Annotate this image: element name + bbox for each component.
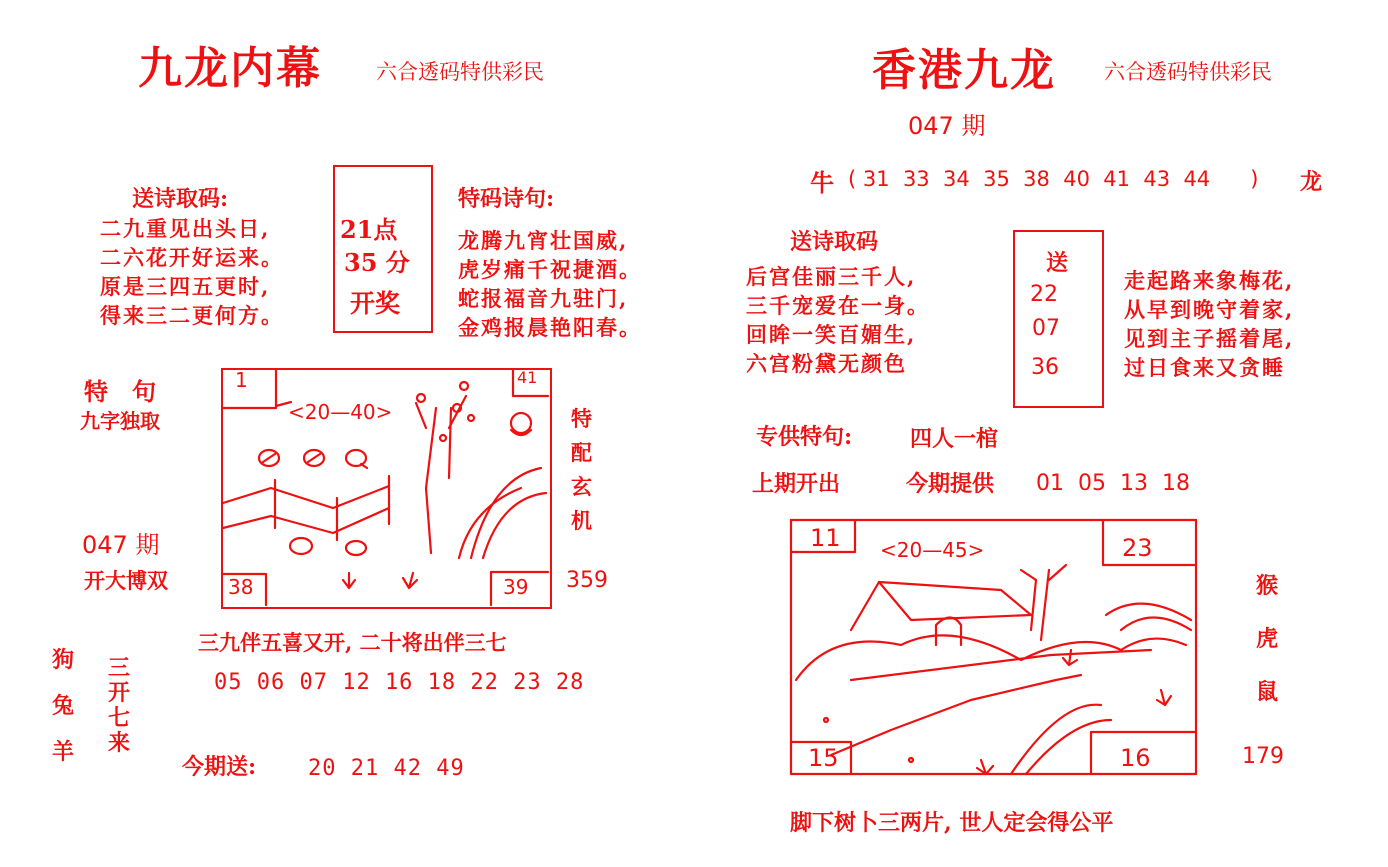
left-animals — [52, 637, 74, 775]
left-phrase: 三九伴五喜又开, 二十将出伴三七 — [198, 630, 507, 655]
right-pic-range: <20—45> — [880, 538, 985, 562]
left-subtitle: 六合透码特供彩民 — [376, 60, 544, 84]
special-poem-line: 蛇报福音九驻门, — [458, 286, 629, 311]
right-poem-2-line: 从早到晚守着家, — [1124, 297, 1295, 322]
dragon-label: 龙 — [1300, 169, 1323, 195]
left-title: 九龙内幕 — [138, 43, 322, 94]
right-poem-2-line: 见到主子摇着尾, — [1124, 326, 1295, 351]
ox-label: 牛 — [810, 168, 834, 197]
right-poem-2 — [1124, 266, 1294, 382]
ox-numbers: ( 31 33 34 35 38 40 41 43 44 ) — [848, 167, 1259, 191]
right-poem-line: 回眸一笑百媚生, — [746, 322, 917, 347]
send-box-label: 送 — [1046, 250, 1069, 276]
right-poem-line: 后宫佳丽三千人, — [746, 264, 917, 289]
last-label: 上期开出 — [752, 471, 841, 497]
side-char: 机 — [571, 508, 592, 533]
left-side-number: 359 — [566, 568, 608, 593]
send-box-number: 22 — [1030, 282, 1058, 307]
animal: 兔 — [52, 693, 75, 719]
send-numbers: 20 21 42 49 — [308, 756, 465, 781]
special-poem-heading: 特码诗句: — [458, 186, 555, 212]
three-seven — [108, 656, 130, 756]
right-subtitle: 六合透码特供彩民 — [1104, 60, 1272, 84]
left-poem-line: 得来三二更何方。 — [100, 303, 284, 328]
send-box-number: 36 — [1031, 355, 1059, 380]
right-poem-2-line: 走起路来象梅花, — [1124, 268, 1295, 293]
left-poem-heading: 送诗取码: — [132, 186, 229, 212]
left-poem — [100, 214, 284, 330]
special-poem-line: 虎岁痛千祝捷酒。 — [458, 257, 642, 282]
left-poem-line: 原是三四五更时, — [100, 274, 271, 299]
send-box-number: 07 — [1032, 316, 1060, 341]
right-side-number: 179 — [1242, 744, 1284, 769]
right-poem-heading: 送诗取码 — [790, 229, 879, 255]
send-label: 今期送: — [182, 754, 257, 780]
pic-corner-top-right: 23 — [1122, 534, 1153, 562]
pic-corner-top-right: 41 — [517, 368, 538, 387]
pic-corner-top-left: 1 — [235, 368, 248, 392]
draw-time-hour: 21点 — [340, 215, 398, 244]
side-chars — [571, 402, 592, 538]
special-sentence-label: 特 句 — [84, 377, 156, 406]
right-poem-line: 三千宠爱在一身。 — [746, 293, 930, 318]
right-poem — [746, 262, 930, 378]
pic-corner-bottom-left: 15 — [808, 744, 839, 772]
special-poem-line: 金鸡报晨艳阳春。 — [458, 315, 642, 340]
right-title: 香港九龙 — [872, 45, 1056, 96]
three-seven-char: 来 — [108, 730, 131, 756]
pic-corner-bottom-right: 16 — [1120, 744, 1151, 772]
side-char: 特 — [571, 406, 592, 431]
left-issue: 047 期 — [82, 531, 160, 559]
pic-corner-bottom-left: 38 — [228, 575, 254, 599]
this-label: 今期提供 — [906, 471, 995, 497]
draw-time-minute: 35 分 — [344, 248, 410, 277]
animal: 虎 — [1256, 626, 1279, 652]
animal: 羊 — [52, 739, 75, 765]
this-numbers: 01 05 13 18 — [1036, 471, 1190, 496]
right-poem-line: 六宫粉黛无颜色 — [746, 351, 907, 376]
side-char: 配 — [571, 440, 592, 465]
special-value: 四人一棺 — [910, 426, 999, 452]
right-side-animals — [1256, 560, 1278, 719]
pic-corner-top-left: 11 — [810, 524, 841, 552]
side-char: 玄 — [571, 474, 592, 499]
right-issue: 047 期 — [908, 112, 986, 140]
animal: 狗 — [52, 647, 75, 673]
nine-char-label: 九字独取 — [80, 409, 160, 433]
special-poem — [458, 226, 642, 342]
three-seven-char: 三 — [108, 655, 131, 681]
pic-corner-bottom-right: 39 — [503, 575, 529, 599]
right-poem-2-line: 过日食来又贪睡 — [1124, 355, 1285, 380]
left-poem-line: 二九重见出头日, — [100, 216, 271, 241]
left-numbers: 05 06 07 12 16 18 22 23 28 — [214, 670, 585, 695]
pic-range: <20—40> — [288, 400, 393, 424]
three-seven-char: 开 — [108, 680, 131, 706]
open-text: 开大博双 — [84, 568, 168, 593]
special-label: 专供特句: — [756, 424, 853, 450]
three-seven-char: 七 — [108, 705, 131, 731]
animal: 猴 — [1256, 573, 1279, 599]
animal: 鼠 — [1256, 679, 1279, 705]
left-poem-line: 二六花开好运来。 — [100, 245, 284, 270]
special-poem-line: 龙腾九宵壮国威, — [458, 228, 629, 253]
bottom-phrase: 脚下树卜三两片, 世人定会得公平 — [790, 810, 1114, 836]
draw-time-label: 开奖 — [350, 289, 401, 318]
